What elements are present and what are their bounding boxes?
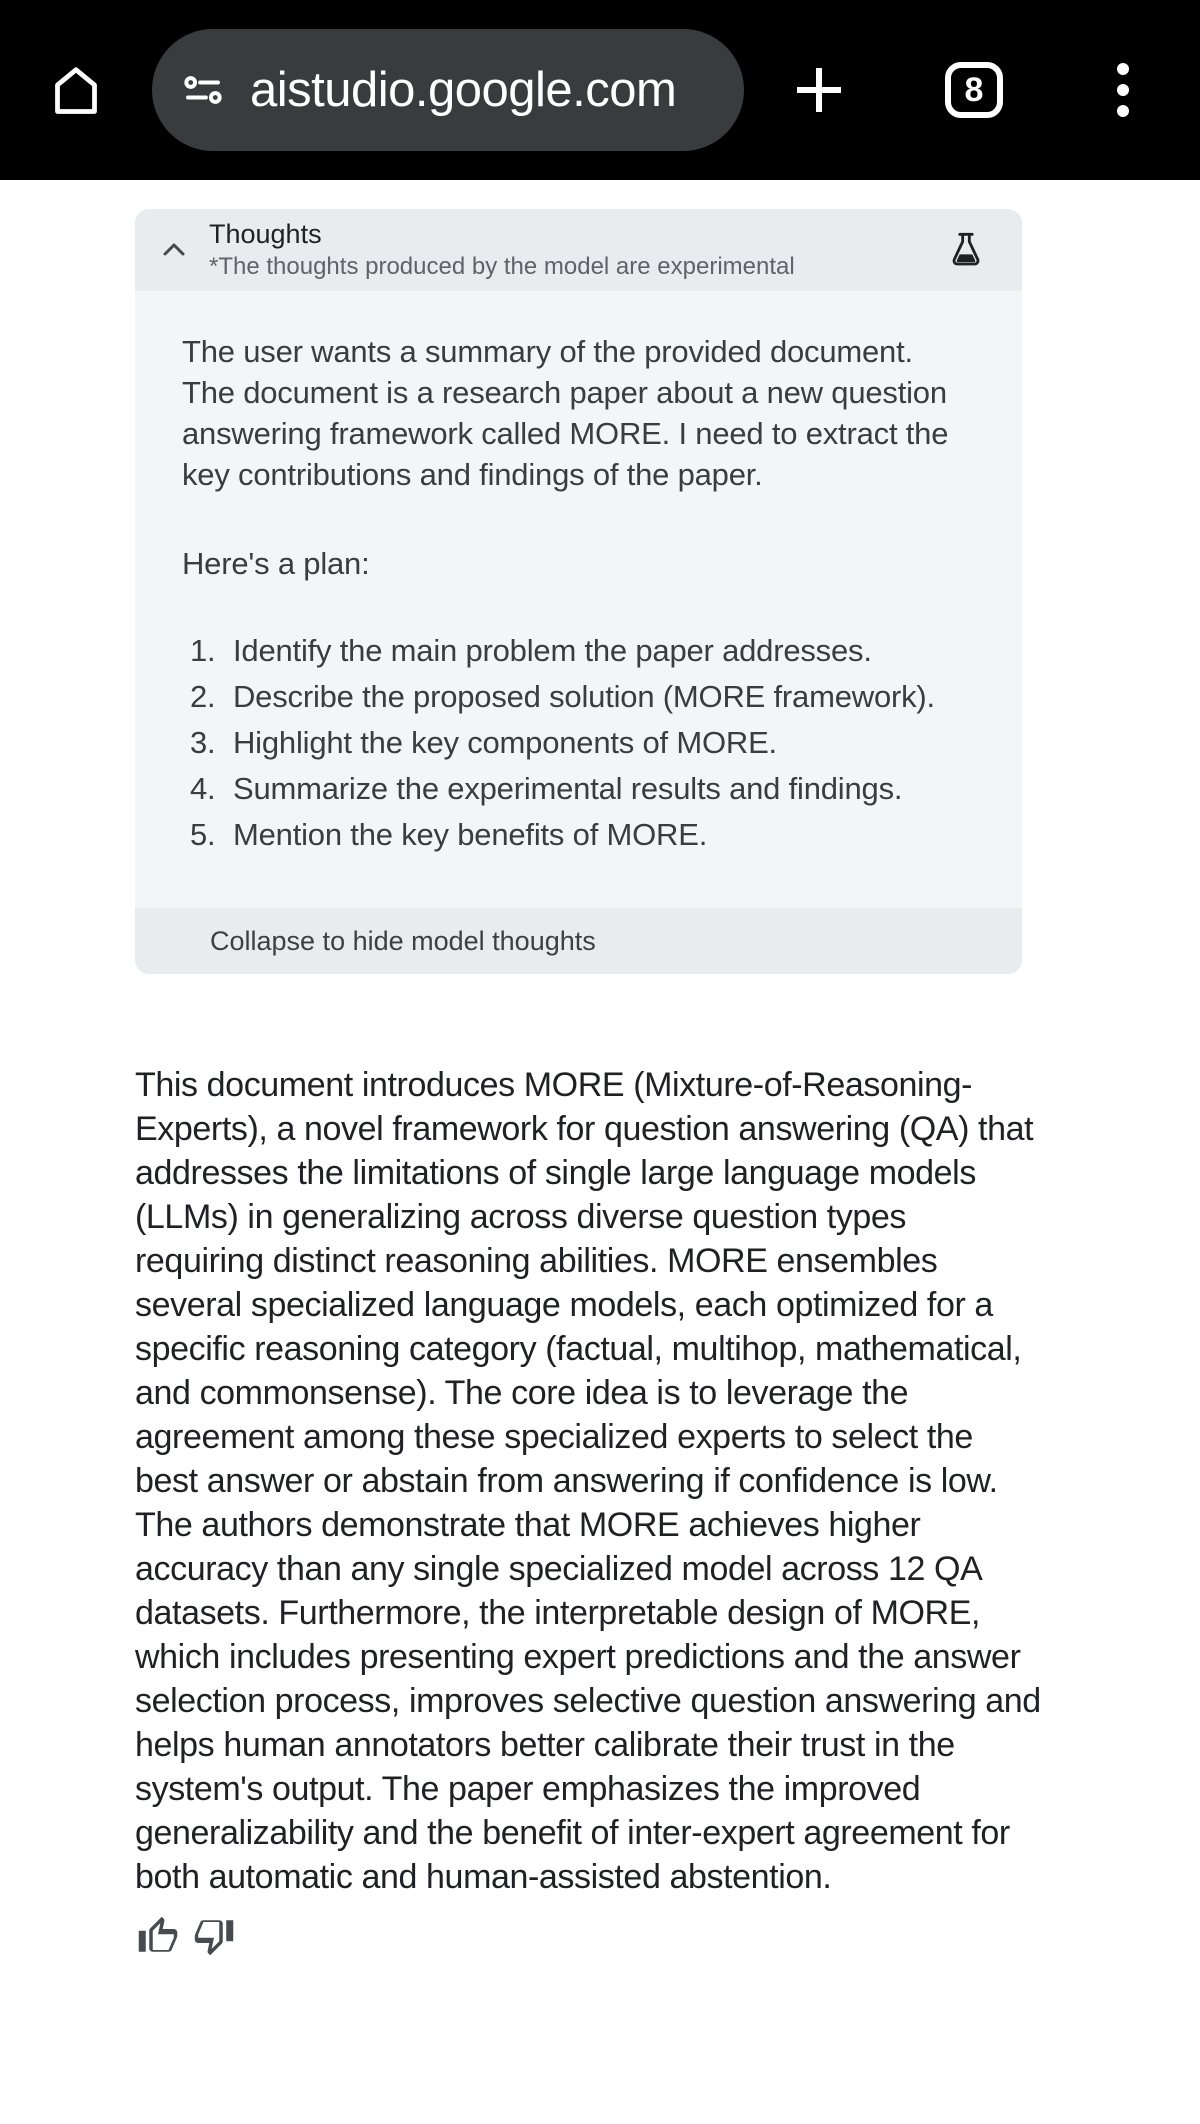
three-dot-menu-icon [1117,63,1129,75]
thumbs-down-icon [193,1915,235,1957]
collapse-thoughts-label: Collapse to hide model thoughts [210,925,596,956]
tab-switcher-button[interactable] [945,62,1003,118]
thoughts-paragraph: The user wants a summary of the provided document. The document is a research paper about a new question answering framework called MORE. I need to extract the key contributions and findings of the paper. [182,334,949,492]
response-text: This document introduces MORE (Mixture-of-Reasoning-Experts), a novel framework for question answering (QA) that addresses the limitations of single large language models (LLMs) in generalizing across diverse question types requiring distinct reasoning abilities. MORE ensembles several specialized language models, each optimized for a specific reasoning category (factual, multihop, mathematical, and commonsense). The core idea is to leverage the agreement among these specialized experts to select the best answer or abstain from answering if confidence is low. The authors demonstrate that MORE achieves higher accuracy than any single specialized model across 12 QA datasets. Furthermore, the interpretable design of MORE, which includes presenting expert predictions and the answer selection process, improves selective question answering and helps human annotators better calibrate their trust in the system's output. The paper emphasizes the improved generalizability and the benefit of inter-expert agreement for both automatic and human-assisted abstention. [135,1066,1041,1896]
chevron-up-icon[interactable] [157,233,191,267]
thumbs-up-icon [137,1915,179,1957]
thoughts-header[interactable] [135,209,1022,291]
url-bar[interactable] [152,29,744,151]
home-button[interactable] [46,60,106,120]
feedback-bar [137,1915,1041,1959]
plan-item: 5. Mention the key benefits of MORE. [190,817,708,852]
plus-icon [790,61,848,119]
collapse-thoughts-button[interactable] [135,908,1022,974]
thoughts-subtitle: *The thoughts produced by the model are experimental [209,253,795,281]
thoughts-title: Thoughts [209,219,322,250]
model-response [135,1063,1041,1959]
tune-icon[interactable] [178,65,228,115]
browser-topbar [0,0,1200,180]
thoughts-panel [135,209,1022,974]
plan-item: 3. Highlight the key components of MORE. [190,725,777,760]
plan-item: 2. Describe the proposed solution (MORE framework). [190,679,935,714]
plan-intro: Here's a plan: [182,546,370,581]
thumbs-up-button[interactable] [137,1915,181,1959]
plan-item: 1. Identify the main problem the paper addresses. [190,633,872,668]
flask-icon [946,230,986,270]
url-text: aistudio.google.com [250,63,677,117]
menu-button[interactable] [1117,63,1129,117]
tab-count: 8 [964,71,984,109]
thumbs-down-button[interactable] [193,1915,237,1959]
thoughts-body [135,291,1022,908]
plan-list [190,628,966,858]
thoughts-titles [209,219,946,280]
home-icon [46,60,106,120]
plan-item: 4. Summarize the experimental results and findings. [190,771,903,806]
new-tab-button[interactable] [790,61,848,119]
